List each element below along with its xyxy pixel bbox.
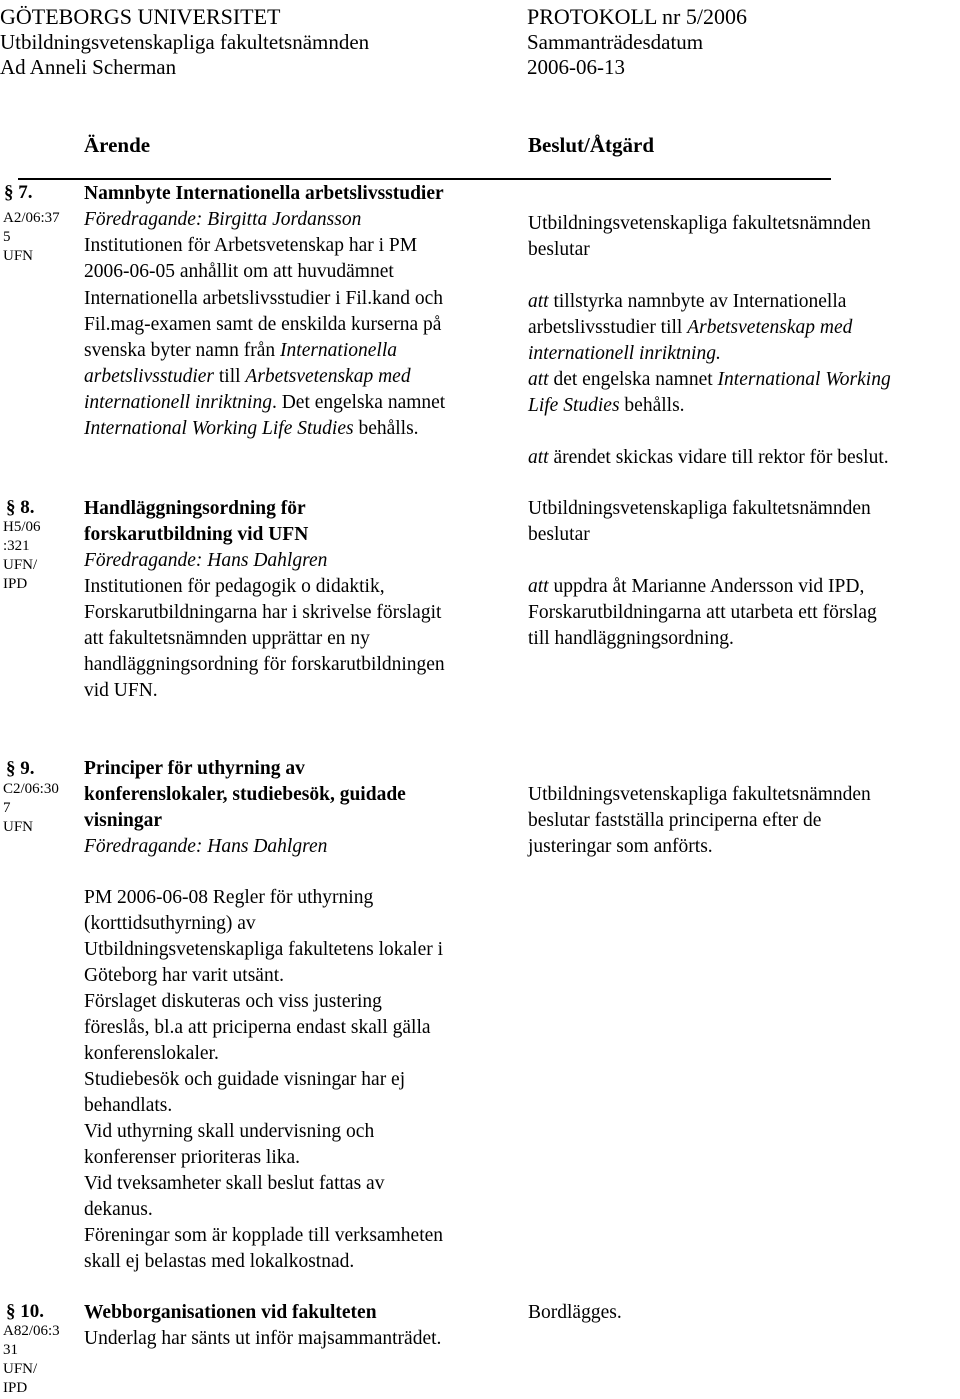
item-presenter: Föredragande: Birgitta Jordansson (84, 209, 362, 230)
item-code: 5 (3, 229, 11, 245)
matter-text: konferenslokaler. (84, 1043, 219, 1064)
matter-text: handläggningsordning för forskarutbildningen (84, 654, 445, 675)
item-code: :321 (3, 538, 30, 554)
matter-text: internationell inriktning. Det engelska namnet (84, 392, 446, 413)
item-title: konferenslokaler, studiebesök, guidade (84, 784, 406, 805)
decision-text: Utbildningsvetenskapliga fakultetsnämnden (528, 498, 871, 519)
matter-text: skall ej belastas med lokalkostnad. (84, 1251, 355, 1272)
matter-text: Studiebesök och guidade visningar har ej (84, 1069, 406, 1090)
matter-text: föreslås, bl.a att priciperna endast skall gälla (84, 1017, 431, 1038)
decision-text: till handläggningsordning. (528, 628, 734, 649)
decision-text: justeringar som anförts. (528, 836, 713, 857)
matter-text: 2006-06-05 anhållit om att huvudämnet (84, 261, 394, 282)
decision-text: att tillstyrka namnbyte av Internationella (528, 291, 847, 312)
item-code: UFN (3, 819, 34, 835)
item-code: UFN/ (3, 557, 38, 573)
decision-text: beslutar fastställa principerna efter de (528, 810, 822, 831)
meeting-date: 2006-06-13 (527, 55, 625, 79)
item-code: UFN/ (3, 1361, 38, 1377)
meeting-date-label: Sammanträdesdatum (527, 30, 704, 54)
item-code: A82/06:3 (3, 1323, 60, 1339)
item-code: 31 (3, 1342, 18, 1358)
matter-text: (korttidsuthyrning) av (84, 913, 256, 934)
item-title: visningar (84, 810, 163, 831)
matter-text: vid UFN. (84, 680, 158, 701)
item-title: Webborganisationen vid fakulteten (84, 1302, 377, 1323)
decision-text: Life Studies behålls. (528, 395, 685, 416)
matter-text: Institutionen för pedagogik o didaktik, (84, 576, 385, 597)
matter-text: Institutionen för Arbetsvetenskap har i PM (84, 235, 418, 256)
board-name: Utbildningsvetenskapliga fakultetsnämnden (0, 30, 370, 54)
decision-text: att ärendet skickas vidare till rektor för beslut. (528, 447, 889, 468)
item-presenter: Föredragande: Hans Dahlgren (84, 836, 328, 857)
decision-text: att det engelska namnet International Working (528, 369, 891, 390)
decision-text: att uppdra åt Marianne Andersson vid IPD, (528, 576, 865, 597)
item-code: C2/06:30 (3, 781, 59, 797)
matter-text: Vid uthyrning skall undervisning och (84, 1121, 375, 1142)
matter-text: Fil.mag-examen samt de enskilda kurserna på (84, 314, 442, 335)
item-code: IPD (3, 1380, 28, 1396)
decision-text: internationell inriktning. (528, 343, 721, 364)
item-code: A2/06:37 (3, 210, 60, 226)
item-code: IPD (3, 576, 28, 592)
university-name: GÖTEBORGS UNIVERSITET (0, 4, 281, 29)
decision-text: arbetslivsstudier till Arbetsvetenskap med (528, 317, 853, 338)
item-code: UFN (3, 248, 34, 264)
item-title: Principer för uthyrning av (84, 758, 305, 779)
item-number: § 7. (4, 182, 33, 203)
decision-text: Utbildningsvetenskapliga fakultetsnämnden (528, 784, 871, 805)
item-number: § 8. (6, 497, 35, 518)
matter-text: Göteborg har varit utsänt. (84, 965, 285, 986)
item-code: H5/06 (3, 519, 41, 535)
decision-text: beslutar (528, 239, 590, 260)
matter-text: att fakultetsnämnden upprättar en ny (84, 628, 370, 649)
matter-text: Förslaget diskuteras och viss justering (84, 991, 382, 1012)
matter-text: Internationella arbetslivsstudier i Fil.kand och (84, 288, 444, 309)
matter-text: dekanus. (84, 1199, 153, 1220)
item-title: Namnbyte Internationella arbetslivsstudier (84, 183, 444, 204)
column-header-decision: Beslut/Åtgärd (528, 133, 654, 157)
author: Ad Anneli Scherman (0, 55, 177, 79)
item-code: 7 (3, 800, 11, 816)
matter-text: Utbildningsvetenskapliga fakultetens lokaler i (84, 939, 444, 960)
item-presenter: Föredragande: Hans Dahlgren (84, 550, 328, 571)
matter-text: PM 2006-06-08 Regler för uthyrning (84, 887, 374, 908)
matter-text: Forskarutbildningarna har i skrivelse förslagit (84, 602, 442, 623)
item-title: Handläggningsordning för (84, 498, 306, 519)
item-title: forskarutbildning vid UFN (84, 524, 309, 545)
matter-text: Underlag har sänts ut inför majsammanträdet. (84, 1328, 442, 1349)
item-number: § 9. (6, 758, 35, 779)
decision-text: beslutar (528, 524, 590, 545)
decision-text: Forskarutbildningarna att utarbeta ett förslag (528, 602, 877, 623)
matter-text: behandlats. (84, 1095, 173, 1116)
matter-text: International Working Life Studies behålls. (84, 418, 419, 439)
decision-text: Utbildningsvetenskapliga fakultetsnämnden (528, 213, 871, 234)
protocol-number: PROTOKOLL nr 5/2006 (527, 4, 747, 29)
matter-text: arbetslivsstudier till Arbetsvetenskap med (84, 366, 411, 387)
header-rule (18, 178, 831, 180)
matter-text: svenska byter namn från Internationella (84, 340, 398, 361)
matter-text: konferenser prioriteras lika. (84, 1147, 301, 1168)
item-number: § 10. (6, 1301, 44, 1322)
matter-text: Föreningar som är kopplade till verksamheten (84, 1225, 444, 1246)
matter-text: Vid tveksamheter skall beslut fattas av (84, 1173, 385, 1194)
column-header-matter: Ärende (84, 133, 151, 157)
decision-text: Bordlägges. (528, 1302, 622, 1323)
